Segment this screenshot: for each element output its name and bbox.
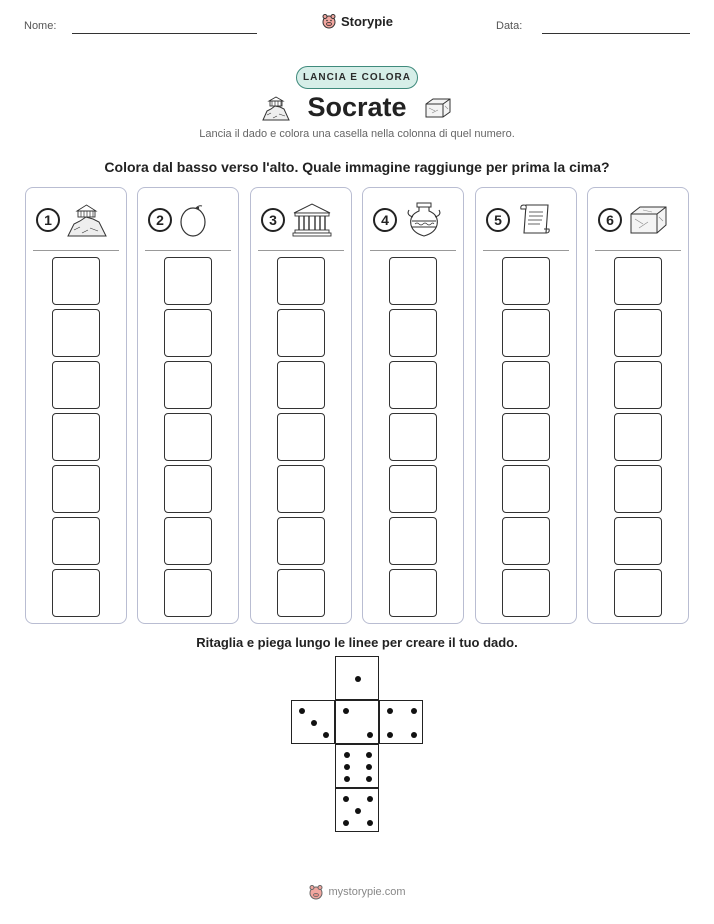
pip (411, 708, 417, 714)
marble-block-icon (628, 203, 670, 237)
column-number: 1 (36, 208, 60, 232)
color-cell[interactable] (164, 569, 212, 617)
color-cell[interactable] (389, 361, 437, 409)
name-label: Nome: (24, 20, 57, 32)
color-cell[interactable] (52, 257, 100, 305)
column-number: 4 (373, 208, 397, 232)
column-divider (33, 250, 119, 251)
color-cell[interactable] (389, 413, 437, 461)
pip (299, 708, 305, 714)
color-cell[interactable] (52, 517, 100, 565)
title-row (0, 92, 714, 123)
date-label: Data: (496, 20, 523, 32)
color-cell[interactable] (389, 309, 437, 357)
pip (367, 796, 373, 802)
color-cell[interactable] (502, 569, 550, 617)
die-face-1 (335, 656, 379, 700)
pip (344, 752, 350, 758)
column-header (36, 200, 120, 240)
column-header (598, 200, 682, 240)
color-cell[interactable] (277, 517, 325, 565)
color-cell[interactable] (389, 569, 437, 617)
pip (387, 732, 393, 738)
amphora-icon (403, 201, 445, 239)
date-line[interactable] (542, 33, 690, 34)
scroll-icon (516, 201, 558, 239)
column-divider (145, 250, 231, 251)
column-divider (595, 250, 681, 251)
column-5 (475, 187, 577, 624)
pip (323, 732, 329, 738)
color-cell[interactable] (52, 309, 100, 357)
pip (366, 764, 372, 770)
pip (344, 776, 350, 782)
color-cell[interactable] (164, 361, 212, 409)
color-cell[interactable] (614, 569, 662, 617)
pip (311, 720, 317, 726)
page-title: Socrate (307, 92, 407, 122)
color-cell[interactable] (164, 465, 212, 513)
color-cell[interactable] (502, 413, 550, 461)
color-cell[interactable] (614, 517, 662, 565)
die-face-3 (291, 700, 335, 744)
color-cell[interactable] (52, 569, 100, 617)
color-cell[interactable] (614, 309, 662, 357)
olive-icon (178, 202, 220, 238)
pip (411, 732, 417, 738)
color-cell[interactable] (614, 413, 662, 461)
die-face-6 (335, 744, 379, 788)
color-cell[interactable] (277, 413, 325, 461)
column-number: 6 (598, 208, 622, 232)
column-header (486, 200, 570, 240)
pip (343, 820, 349, 826)
column-2 (137, 187, 239, 624)
color-cell[interactable] (164, 309, 212, 357)
column-number: 3 (261, 208, 285, 232)
pip (343, 796, 349, 802)
column-number: 2 (148, 208, 172, 232)
column-4 (362, 187, 464, 624)
pig-logo-icon (308, 884, 324, 900)
color-cell[interactable] (277, 309, 325, 357)
footer (0, 884, 714, 900)
temple-icon (291, 202, 333, 238)
footer-url[interactable]: mystorypie.com (328, 886, 406, 898)
color-cell[interactable] (389, 517, 437, 565)
brand-name: Storypie (340, 13, 393, 29)
activity-tag: LANCIA E COLORA (296, 66, 418, 89)
acropolis-icon (261, 94, 291, 122)
color-cell[interactable] (502, 361, 550, 409)
column-header (148, 200, 232, 240)
column-header (261, 200, 345, 240)
brand-logo (0, 13, 714, 29)
color-cell[interactable] (52, 465, 100, 513)
color-cell[interactable] (164, 517, 212, 565)
pip (367, 732, 373, 738)
color-cell[interactable] (277, 257, 325, 305)
column-divider (483, 250, 569, 251)
color-cell[interactable] (502, 517, 550, 565)
die-face-2 (335, 700, 379, 744)
pip (355, 808, 361, 814)
die-face-4 (379, 700, 423, 744)
name-line[interactable] (72, 33, 257, 34)
color-cell[interactable] (389, 465, 437, 513)
pip (366, 752, 372, 758)
color-cell[interactable] (277, 569, 325, 617)
color-cell[interactable] (164, 413, 212, 461)
column-divider (258, 250, 344, 251)
pig-logo-icon (321, 13, 337, 29)
column-6 (587, 187, 689, 624)
marble-block-icon (423, 96, 453, 120)
acropolis-icon (66, 202, 108, 238)
instruction: Colora dal basso verso l'alto. Quale immagine raggiunge per prima la cima? (104, 159, 610, 175)
column-1 (25, 187, 127, 624)
column-header (373, 200, 457, 240)
color-cell[interactable] (164, 257, 212, 305)
color-cell[interactable] (52, 361, 100, 409)
color-cell[interactable] (614, 257, 662, 305)
color-cell[interactable] (277, 465, 325, 513)
color-cell[interactable] (52, 413, 100, 461)
color-cell[interactable] (389, 257, 437, 305)
pip (366, 776, 372, 782)
color-cell[interactable] (614, 361, 662, 409)
pip (343, 708, 349, 714)
pip (355, 676, 361, 682)
pip (387, 708, 393, 714)
color-cell[interactable] (277, 361, 325, 409)
pip (367, 820, 373, 826)
pip (344, 764, 350, 770)
die-face-5 (335, 788, 379, 832)
color-cell[interactable] (502, 465, 550, 513)
cut-instruction: Ritaglia e piega lungo le linee per creare il tuo dado. (196, 635, 518, 650)
color-cell[interactable] (502, 257, 550, 305)
color-cell[interactable] (502, 309, 550, 357)
subtitle: Lancia il dado e colora una casella nella colonna di quel numero. (199, 128, 515, 140)
column-number: 5 (486, 208, 510, 232)
column-3 (250, 187, 352, 624)
column-divider (370, 250, 456, 251)
color-cell[interactable] (614, 465, 662, 513)
